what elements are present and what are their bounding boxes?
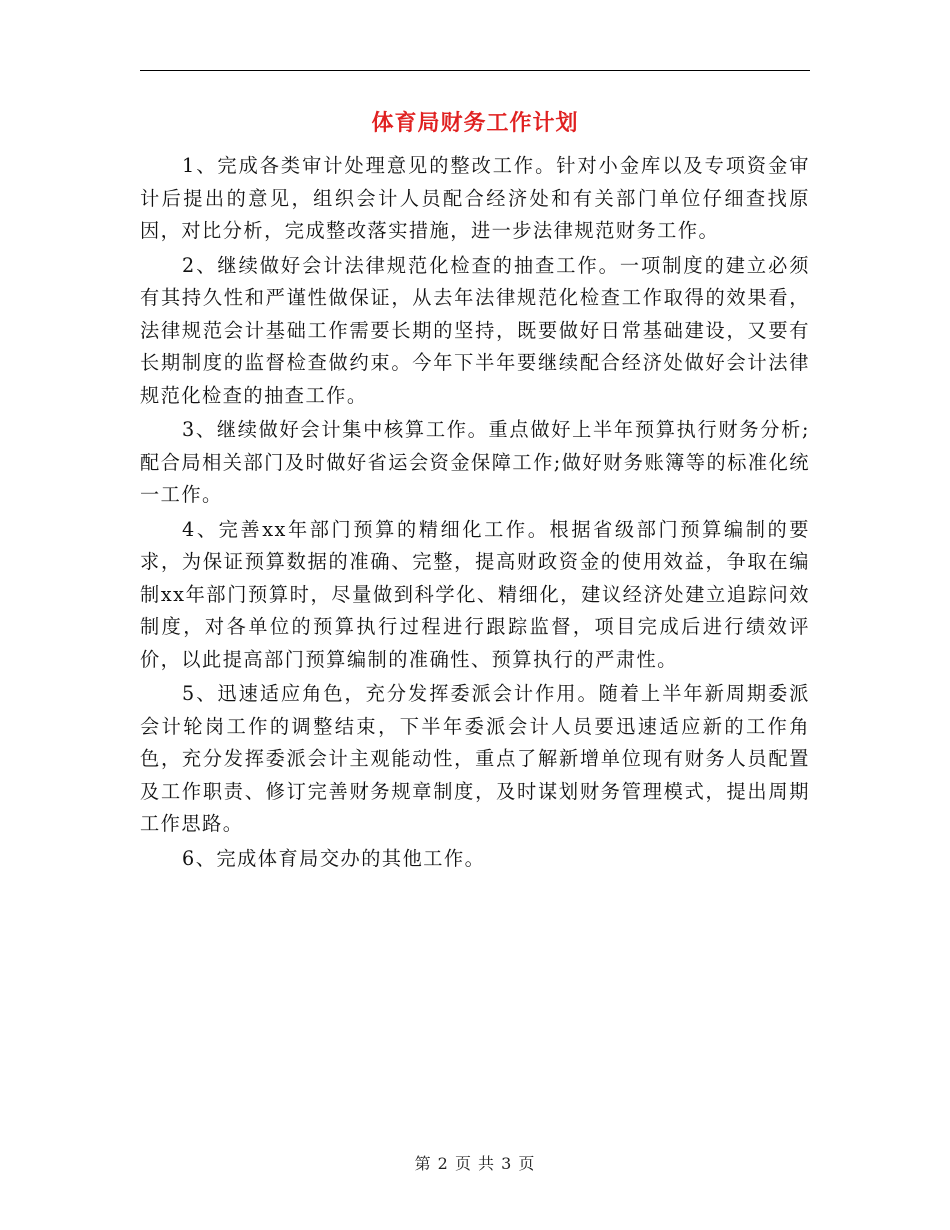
paragraph-3: 3、继续做好会计集中核算工作。重点做好上半年预算执行财务分析;配合局相关部门及时做好省运会资金保障工作;做好财务账簿等的标准化统一工作。: [140, 418, 810, 506]
paragraph-6: 6、完成体育局交办的其他工作。: [182, 846, 486, 870]
paragraph-5: 5、迅速适应角色，充分发挥委派会计作用。随着上半年新周期委派会计轮岗工作的调整结束，下半年委派会计人员要迅速适应新的工作角色，充分发挥委派会计主观能动性，重点了解新增单位现有财务人员配置及工作职责、修订完善财务规章制度，及时谋划财务管理模式，提出周期工作思路。: [140, 682, 810, 835]
document-title: 体育局财务工作计划: [371, 111, 579, 136]
paragraph-4: 4、完善xx年部门预算的精细化工作。根据省级部门预算编制的要求，为保证预算数据的准确、完整，提高财政资金的使用效益，争取在编制xx年部门预算时，尽量做到科学化、精细化，建议经济处建立追踪问效制度，对各单位的预算执行过程进行跟踪监督，项目完成后进行绩效评价，以此提高部门预算编制的准确性、预算执行的严肃性。: [140, 517, 810, 671]
header-rule: [140, 70, 810, 71]
paragraph-2: 2、继续做好会计法律规范化检查的抽查工作。一项制度的建立必须有其持久性和严谨性做保证，从去年法律规范化检查工作取得的效果看，法律规范会计基础工作需要长期的坚持，既要做好日常基础建设，又要有长期制度的监督检查做约束。今年下半年要继续配合经济处做好会计法律规范化检查的抽查工作。: [140, 253, 810, 407]
page-footer: 第 2 页 共 3 页: [414, 1154, 536, 1173]
document-body: [140, 150, 810, 877]
paragraph-1: 1、完成各类审计处理意见的整改工作。针对小金库以及专项资金审计后提出的意见，组织会计人员配合经济处和有关部门单位仔细查找原因，对比分析，完成整改落实措施，进一步法律规范财务工作。: [140, 154, 810, 242]
